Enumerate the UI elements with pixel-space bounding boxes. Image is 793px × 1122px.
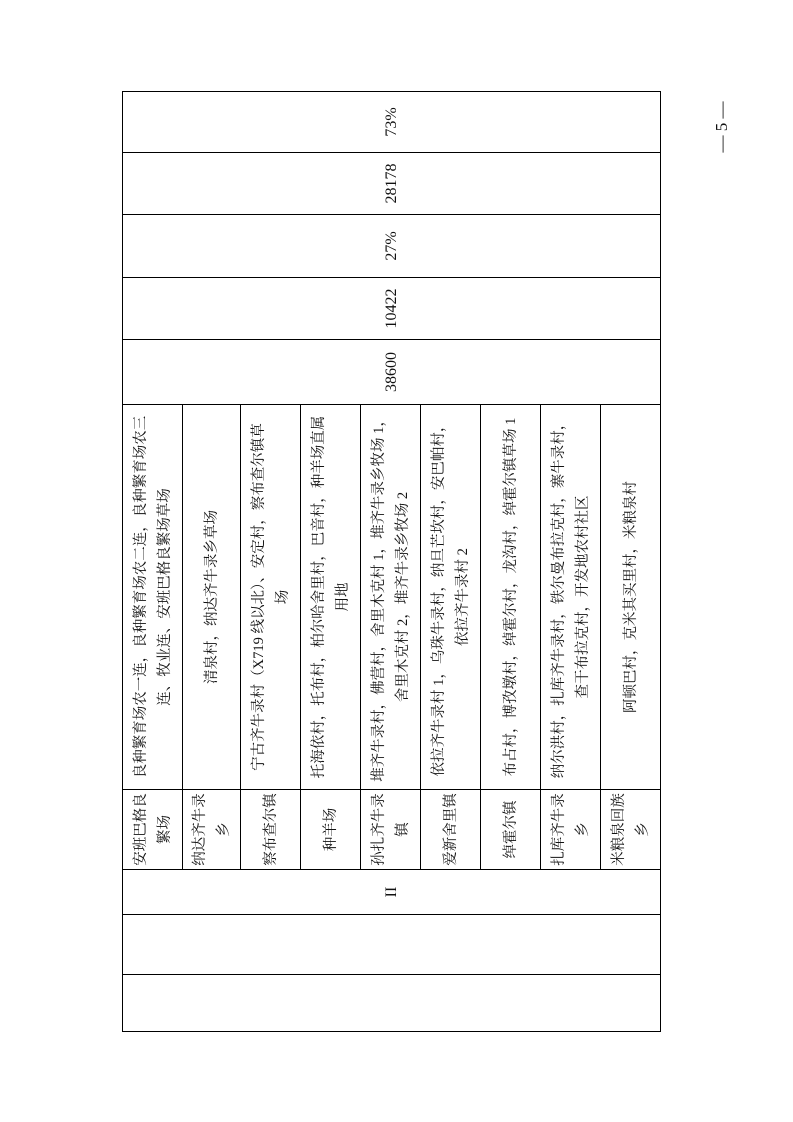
village-list: 阿顿巴村，克米其买里村，米粮泉村 — [601, 405, 661, 790]
township-name: 米粮泉回族 乡 — [601, 790, 661, 870]
village-list: 良种繁育场农一连，良种繁育场农二连，良种繁育场农三 连、牧业连、安班巴格良繁场草场 — [123, 405, 183, 790]
township-name: 种羊场 — [301, 790, 361, 870]
township-name: 扎库齐牛录 乡 — [541, 790, 601, 870]
village-list: 纳尔洪村，扎库齐牛录村，铁尔曼布拉克村，寨牛录村， 查干布拉克村，开发地农村社区 — [541, 405, 601, 790]
township-name: 孙扎齐牛录 镇 — [361, 790, 421, 870]
village-list: 清泉村，纳达齐牛录乡草场 — [183, 405, 241, 790]
township-name: 绰霍尔镇 — [481, 790, 541, 870]
value-cell-1: 10422 — [123, 278, 661, 340]
township-name: 安班巴格良 繁场 — [123, 790, 183, 870]
area-table — [122, 91, 661, 1032]
value-cell-total: 38600 — [123, 340, 661, 405]
village-list: 托海依村，托布村，柏尔哈舍里村，巴音村，种羊场直属 用地 — [301, 405, 361, 790]
village-list: 布占村，博孜墩村，绰霍尔村，龙沟村，绰霍尔镇草场 1 — [481, 405, 541, 790]
percent-cell-1: 27% — [123, 215, 661, 278]
township-name: 爱新舍里镇 — [421, 790, 481, 870]
section-number: II — [123, 870, 661, 915]
blank-cell — [123, 915, 661, 975]
township-name: 察布查尔镇 — [241, 790, 301, 870]
percent-cell-2: 73% — [123, 92, 661, 153]
township-name: 纳达齐牛录 乡 — [183, 790, 241, 870]
village-list: 堆齐牛录村，佛营村，舍里木克村 1，堆齐牛录乡牧场 1， 舍里木克村 2，堆齐牛录乡牧场 2 — [361, 405, 421, 790]
value-cell-2: 28178 — [123, 153, 661, 215]
page-number: — 5 — — [712, 101, 731, 153]
blank-cell — [123, 975, 661, 1032]
village-list: 依拉齐牛录村 1，乌珠牛录村，纳旦芒坎村，安巴帕村， 依拉齐牛录村 2 — [421, 405, 481, 790]
village-list: 宁古齐牛录村（X719 线以北）、安定村，察布查尔镇草 场 — [241, 405, 301, 790]
table-row — [123, 92, 183, 1032]
rotated-table-wrapper — [122, 92, 660, 1032]
